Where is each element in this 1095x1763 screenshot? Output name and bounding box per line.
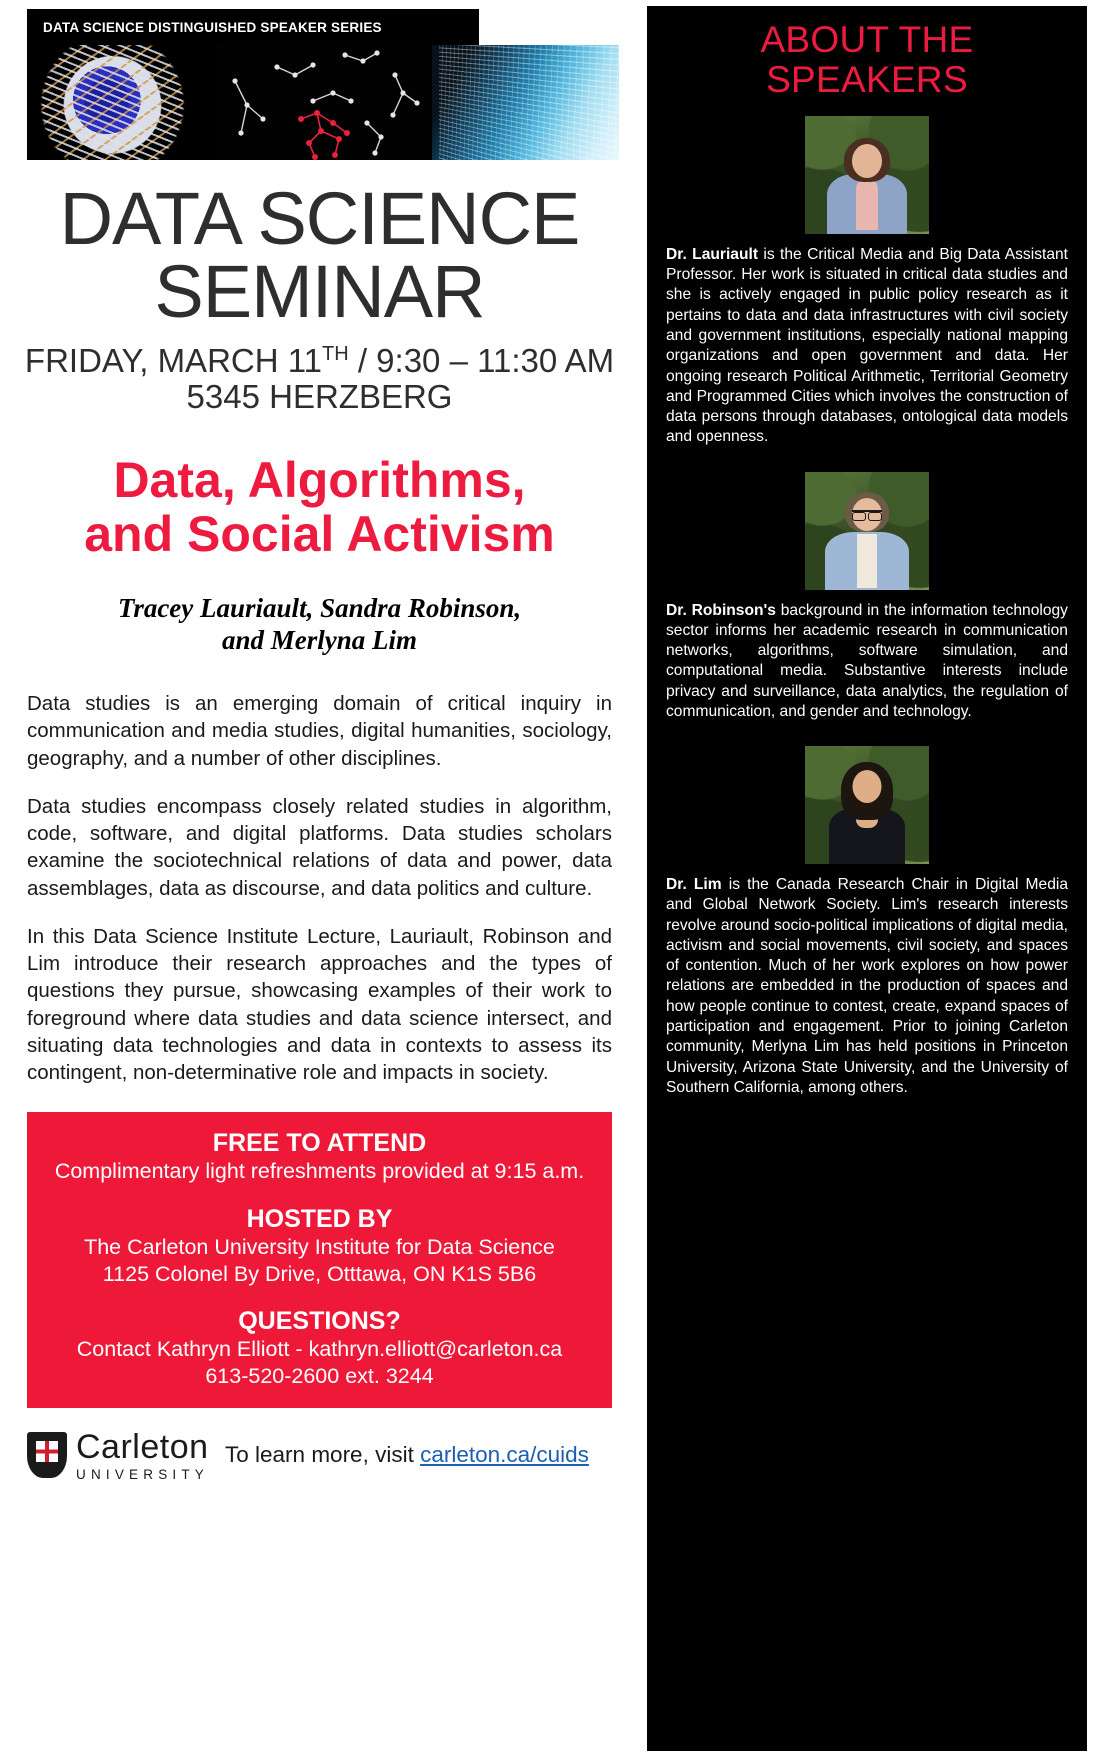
speaker-name: Dr. Lauriault	[666, 245, 759, 263]
poster-footer	[0, 1427, 639, 1482]
photo-face	[853, 770, 882, 803]
series-label-strip	[27, 9, 479, 45]
event-date-time-line	[0, 343, 639, 380]
abstract-paragraph-2: Data studies encompass closely related studies in algorithm, code, software, and digital platforms. Data studies scholars examine the sociotechnical relations of data and power, data assemblages, data as discourse, and data politics and culture.	[27, 794, 612, 900]
speaker-entry	[666, 110, 1068, 460]
speaker-name: Dr. Robinson's	[666, 601, 776, 619]
photo-glasses	[852, 510, 882, 517]
photo-torso	[827, 174, 907, 234]
speaker-names-line-2: and Merlyna Lim	[221, 624, 417, 655]
speaker-bio	[666, 601, 1068, 723]
banner-image-row	[27, 45, 619, 160]
event-info-box	[27, 1112, 612, 1407]
info-box-spacer-2	[37, 1287, 602, 1306]
binary-code-tunnel-image	[432, 45, 619, 160]
event-time-suffix: / 9:30 – 11:30 AM	[348, 341, 615, 379]
network-graph-nodes-image	[217, 45, 432, 160]
speaker-bio	[666, 875, 1068, 1098]
photo-torso	[825, 532, 909, 590]
speaker-bio-text: background in the information technology sector informs her academic research in communication networks, algorithms, software simulation, and computational media. Substantive interests include privacy and surveillance, data analytics, the regulation of communication, and gender and technology.	[666, 601, 1068, 720]
learn-more-prefix: To learn more, visit	[225, 1442, 421, 1468]
host-address: 1125 Colonel By Drive, Otttawa, ON K1S 5B6	[102, 1261, 537, 1286]
poster-right-column	[639, 0, 1095, 1763]
talk-title-line-1: Data, Algorithms,	[113, 452, 526, 509]
speaker-entry	[666, 466, 1068, 735]
free-to-attend-heading: FREE TO ATTEND	[212, 1129, 427, 1158]
carleton-university-logo	[27, 1427, 210, 1482]
event-date-prefix: FRIDAY, MARCH 11	[24, 341, 322, 379]
contact-email-line: Contact Kathryn Elliott - kathryn.elliott@carleton.ca	[76, 1337, 563, 1362]
portrait-dr-robinson-photo	[805, 472, 929, 590]
globe-data-visualization-image	[27, 45, 217, 160]
info-box-spacer-1	[37, 1185, 602, 1204]
carleton-shield-icon	[27, 1432, 67, 1478]
hosted-by-heading: HOSTED BY	[246, 1204, 393, 1233]
contact-phone-line: 613-520-2600 ext. 3244	[205, 1363, 434, 1388]
carleton-logo-name: Carleton	[76, 1427, 209, 1466]
speaker-bio-text: is the Critical Media and Big Data Assistant Professor. Her work is situated in critical data studies and she is actively engaged in public policy research as it pertains to data and data infrastructures with civil society and government institutions, especially national mapping organizations and open government and data. Her ongoing research Political Arithmetic, Territorial Geometry and Programmed Cities which involves the construction of data persons through databases, ontological data models and openness.	[666, 245, 1068, 446]
header-banner	[27, 9, 619, 160]
speaker-names	[0, 593, 639, 656]
speaker-bio	[666, 245, 1068, 448]
event-date-ordinal: TH	[322, 342, 349, 365]
talk-title-line-2: and Social Activism	[84, 505, 555, 562]
series-label-text: DATA SCIENCE DISTINGUISHED SPEAKER SERIES	[43, 19, 382, 35]
questions-heading: QUESTIONS?	[238, 1307, 401, 1336]
abstract-paragraph-1: Data studies is an emerging domain of critical inquiry in communication and media studies, digital humanities, sociology, geography, and a number of other disciplines.	[27, 692, 612, 770]
carleton-logo-subtitle: UNIVERSITY	[76, 1466, 210, 1482]
about-speakers-panel	[647, 6, 1087, 1751]
about-heading-line-2: SPEAKERS	[766, 58, 968, 100]
talk-title	[0, 454, 639, 561]
main-title-line-2: SEMINAR	[154, 250, 485, 334]
event-datetime	[0, 343, 639, 417]
host-organization: The Carleton University Institute for Data Science	[84, 1234, 555, 1259]
learn-more-text	[225, 1442, 589, 1468]
speaker-bio-text: is the Canada Research Chair in Digital Media and Global Network Society. Lim's research interests revolve around socio-political implications of digital media, activism and social movements, civil society, and spaces of contention. Much of her work explores on how power relations are embedded in the production of spaces and how people continue to contest, create, expand spaces of participation and engagement. Prior to joining Carleton community, Merlyna Lim has held positions in Princeton University, Arizona State University, and the University of Southern California, among others.	[666, 876, 1068, 1096]
main-title-line-1: DATA SCIENCE	[59, 177, 580, 260]
about-heading-line-1: ABOUT THE	[760, 19, 974, 60]
carleton-wordmark	[76, 1427, 210, 1482]
portrait-dr-lim-photo	[805, 746, 929, 864]
cuids-website-link[interactable]: carleton.ca/cuids	[420, 1442, 589, 1468]
speaker-names-line-1: Tracey Lauriault, Sandra Robinson,	[117, 593, 522, 624]
refreshments-detail: Complimentary light refreshments provided at 9:15 a.m.	[54, 1159, 585, 1184]
abstract-section	[27, 690, 612, 1086]
photo-face	[852, 144, 882, 178]
abstract-paragraph-3: In this Data Science Institute Lecture, Lauriault, Robinson and Lim introduce their research approaches and the types of questions they pursue, showcasing examples of their work to foreground where data studies and data science intersect, and situating data technologies and data in contexts to assess its contingent, non-determinative role and impacts in society.	[27, 924, 612, 1085]
page-title	[0, 177, 639, 334]
portrait-dr-lauriault-photo	[805, 116, 929, 234]
event-room: 5345 HERZBERG	[186, 378, 453, 416]
about-speakers-heading	[666, 20, 1068, 100]
speaker-name: Dr. Lim	[666, 876, 722, 894]
speaker-entry	[666, 740, 1068, 1110]
